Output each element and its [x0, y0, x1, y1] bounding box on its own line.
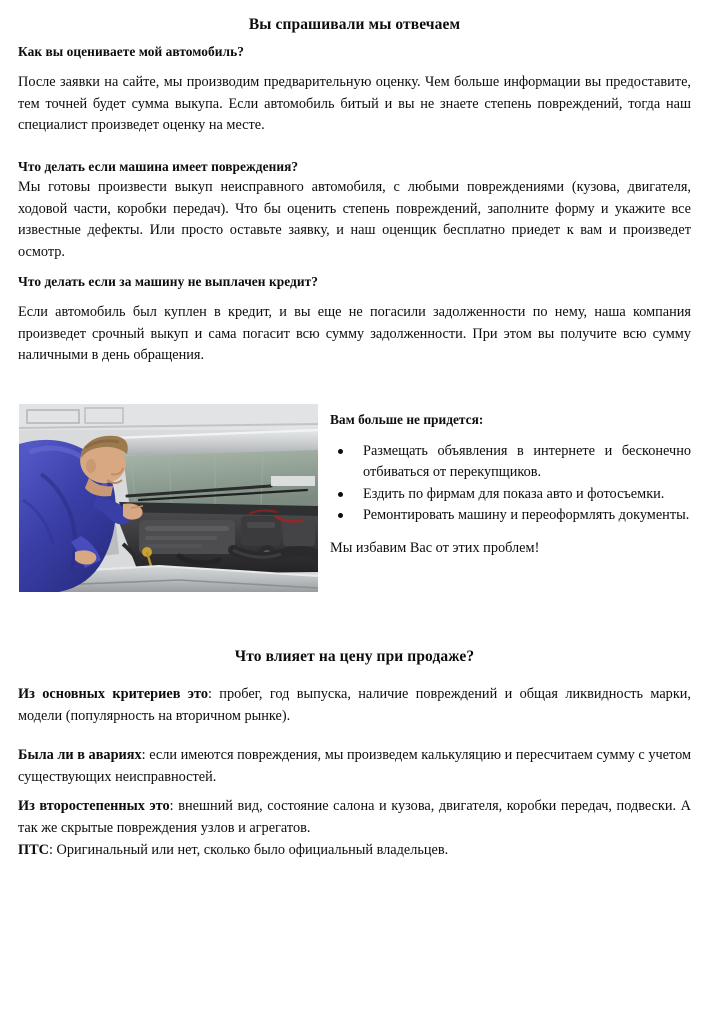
list-item: [330, 484, 691, 505]
bullet-dot-icon: [338, 492, 343, 497]
bullet-dot-icon: [338, 513, 343, 518]
price-factor-text-2: : если имеются повреждения, мы произведем калькуляцию и пересчитаем сумму с учетом существующих неисправностей.: [18, 747, 691, 785]
benefits-list: [330, 441, 691, 527]
price-factor-2: [18, 745, 691, 788]
media-row: [18, 404, 691, 599]
price-factor-1: [18, 684, 691, 727]
price-factor-text-4: : Оригинальный или нет, сколько было официальный владельцев.: [48, 842, 449, 858]
faq-question-2: Что делать если машина имеет повреждения?: [18, 159, 299, 174]
faq-answer-2: Мы готовы произвести выкуп неисправного автомобиля, с любыми повреждениями (кузова, двигателя, ходовой части, коробки передач). Что бы оценить степень повреждений, заполните форму и укажите все известные дефекты. Или просто оставьте заявку, и наш оценщик бесплатно приедет к вам и произведет осмотр.: [18, 179, 691, 260]
price-factor-label-1: Из основных критериев это: [18, 686, 208, 702]
price-factor-4: [18, 840, 691, 862]
price-factor-label-3: Из второстепенных это: [18, 798, 170, 814]
price-factor-label-4: ПТС: [18, 842, 49, 858]
mechanic-inspecting-engine-photo: [19, 404, 318, 592]
price-factor-text-1: : пробег, год выпуска, наличие повреждений и общая ликвидность марки, модели (популярность на вторичном рынке).: [18, 686, 691, 724]
list-item-text: Ремонтировать машину и переоформлять документы.: [363, 506, 690, 523]
page-title: Вы спрашивали мы отвечаем: [248, 16, 461, 33]
price-factor-text-3: : внешний вид, состояние салона и кузова, двигателя, коробки передач, подвески. А так же скрытые повреждения узлов и агрегатов.: [18, 798, 691, 836]
faq-answer-3: Если автомобиль был куплен в кредит, и вы еще не погасили задолженности по нему, наша компания произведет срочный выкуп и сама погасит всю сумму задолженности. При этом вы получите всю сумму наличными в день обращения.: [18, 304, 691, 364]
faq-answer-1: После заявки на сайте, мы производим предварительную оценку. Чем больше информации вы предоставите, тем точней будет сумма выкупа. Если автомобиль битый и вы не знаете степень повреждений, тогда наш специалист произведет оценку на месте.: [18, 74, 691, 134]
list-item-text: Размещать объявления в интернете и бесконечно отбиваться от перекупщиков.: [363, 442, 691, 481]
list-item: [330, 441, 691, 484]
section-title: Что влияет на цену при продаже?: [234, 648, 475, 665]
price-factor-label-2: Была ли в авариях: [18, 747, 142, 763]
benefits-column: [330, 412, 691, 560]
bullet-dot-icon: [338, 449, 343, 454]
list-item: [330, 505, 691, 526]
faq-question-1: Как вы оцениваете мой автомобиль?: [18, 44, 244, 59]
benefits-heading: Вам больше не придется:: [330, 412, 484, 427]
price-factor-3: [18, 796, 691, 839]
faq-question-3: Что делать если за машину не выплачен кредит?: [18, 274, 318, 289]
list-item-text: Ездить по фирмам для показа авто и фотосъемки.: [363, 485, 665, 502]
document-page: [18, 0, 691, 1024]
benefits-closing-text: Мы избавим Вас от этих проблем!: [330, 540, 540, 557]
